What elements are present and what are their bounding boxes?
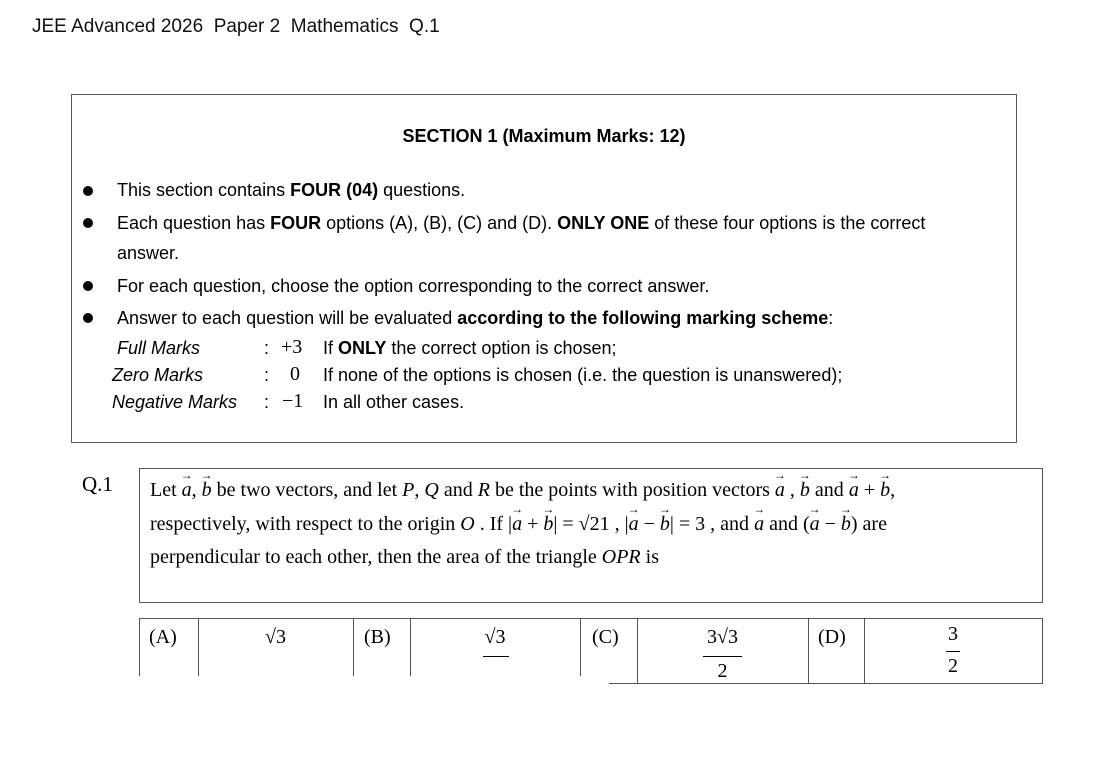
page-header-title: JEE Advanced 2026 Paper 2 Mathematics Q.1 <box>32 16 440 37</box>
mark-colon: : <box>264 338 270 358</box>
question-line-3: perpendicular to each other, then the area of the triangle OPR is <box>150 546 659 568</box>
option-a-label[interactable]: (A) <box>149 626 177 648</box>
option-c-numerator[interactable]: 3√3 <box>707 626 738 648</box>
instruction-3: For each question, choose the option corresponding to the correct answer. <box>117 276 710 296</box>
mark-value-negative: −1 <box>282 390 304 412</box>
option-c-fraction-bar <box>703 656 742 657</box>
option-a-value[interactable]: √3 <box>265 626 286 648</box>
mark-desc-negative: In all other cases. <box>323 392 465 412</box>
option-b-fraction-bar <box>483 656 509 657</box>
option-d-label[interactable]: (D) <box>818 626 846 648</box>
bullet-icon <box>83 186 93 196</box>
mark-desc-zero: If none of the options is chosen (i.e. the question is unanswered); <box>323 365 843 385</box>
bullet-icon <box>83 313 93 323</box>
mark-colon: : <box>264 392 270 412</box>
mark-desc-full: If ONLY the correct option is chosen; <box>323 338 617 358</box>
table-divider <box>580 618 581 676</box>
instruction-4: Answer to each question will be evaluated according to the following marking scheme: <box>117 308 834 328</box>
mark-label-negative: Negative Marks <box>112 392 238 412</box>
option-d-numerator[interactable]: 3 <box>948 623 958 645</box>
option-c-label[interactable]: (C) <box>592 626 619 648</box>
question-line-2: respectively, with respect to the origin O . If |a → + b →| = √21 , |a → − b →| = 3 , and a → and (a → − b →) are <box>150 513 1035 536</box>
option-b-label[interactable]: (B) <box>364 626 391 648</box>
table-divider <box>139 618 140 676</box>
mark-colon: : <box>264 365 270 385</box>
instruction-2: Each question has FOUR options (A), (B), (C) and (D). ONLY ONE of these four options is the correct answer. <box>117 213 926 263</box>
mark-value-full: +3 <box>281 336 303 358</box>
mark-label-zero: Zero Marks <box>112 365 204 385</box>
option-c-denominator: 2 <box>717 660 728 682</box>
option-b-numerator[interactable]: √3 <box>484 626 506 648</box>
mark-label-full: Full Marks <box>117 338 201 358</box>
instruction-1: This section contains FOUR (04) questions. <box>117 180 466 200</box>
table-divider <box>1042 618 1043 684</box>
section-title: SECTION 1 (Maximum Marks: 12) <box>402 126 686 146</box>
question-number: Q.1 <box>82 472 113 496</box>
bullet-icon <box>83 218 93 228</box>
table-border-top <box>139 618 1043 619</box>
table-divider <box>353 618 354 676</box>
mark-value-zero: 0 <box>290 363 300 385</box>
question-line-1: Let a →, b → be two vectors, and let P, Q and R be the points with position vectors a → , b → and a → + b →, <box>150 479 1035 502</box>
bullet-icon <box>83 281 93 291</box>
option-d-denominator: 2 <box>948 655 958 677</box>
table-border-bottom <box>609 683 1043 684</box>
table-divider <box>808 618 809 684</box>
option-d-fraction-bar <box>946 651 960 652</box>
